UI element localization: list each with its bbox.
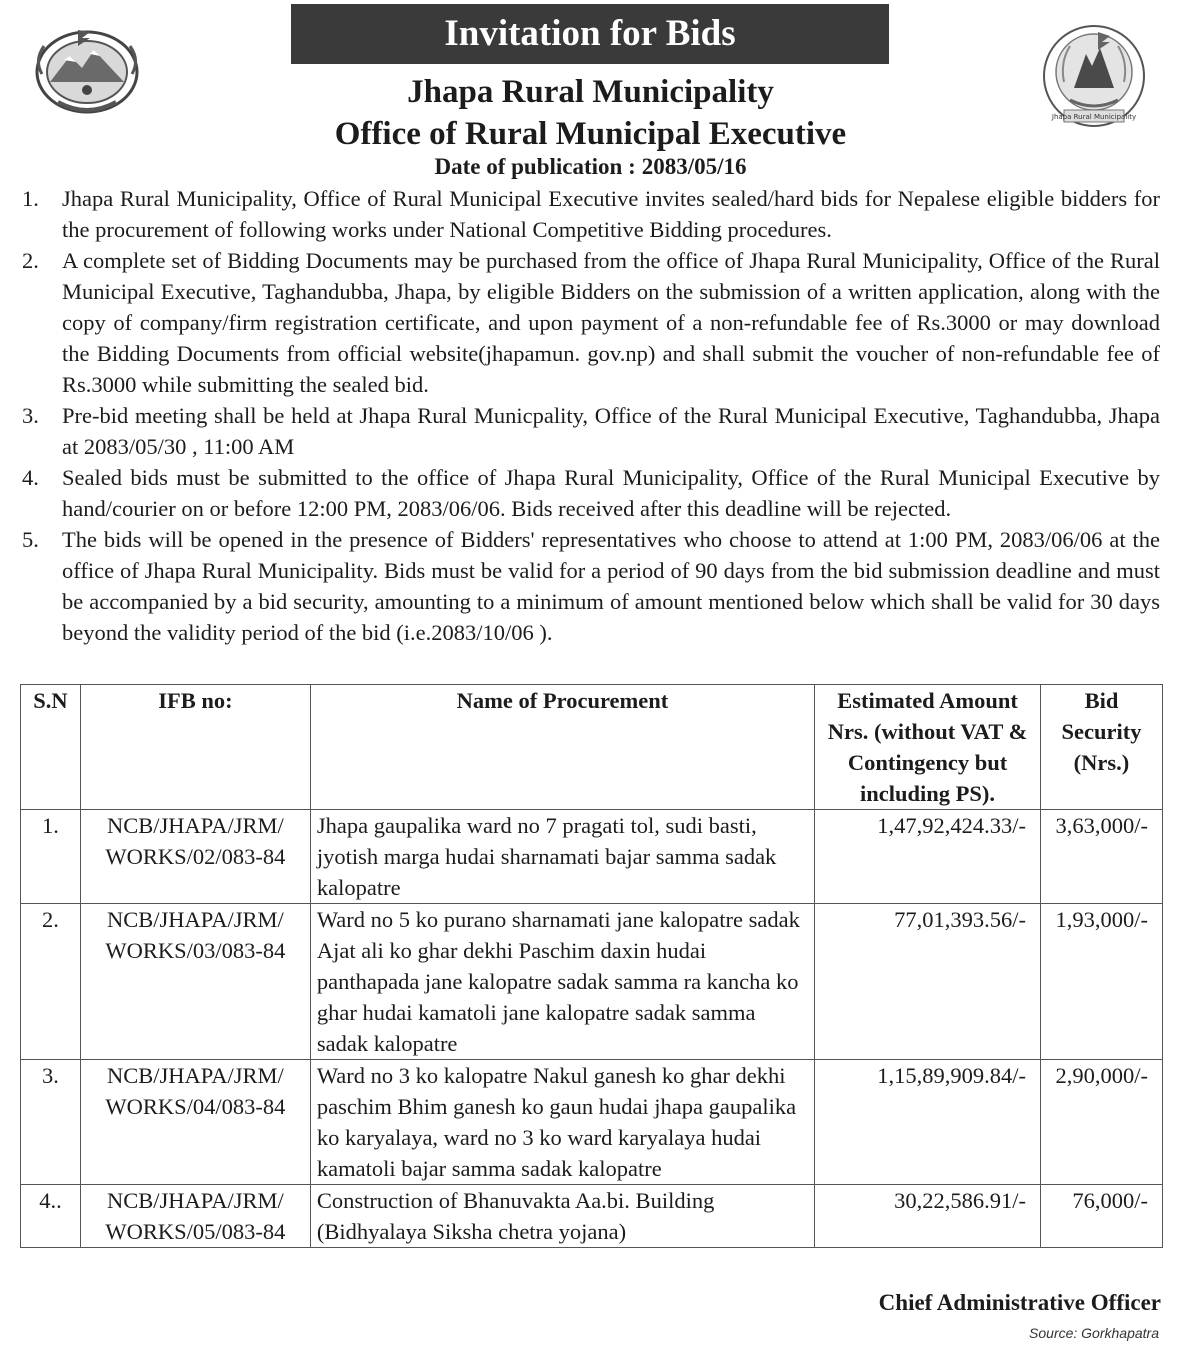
cell-amount: 1,15,89,909.84/-: [815, 1060, 1041, 1185]
signature-title: Chief Administrative Officer: [878, 1290, 1161, 1315]
clause-text: A complete set of Bidding Documents may be purchased from the office of Jhapa Rural Municipality, Office of the Rural Municipal Executive, Taghandubba, Jhapa, by eligible Bidders on the submission of a written application, along with the copy of company/firm registration certificate, and upon payment of a non-refundable fee of Rs.3000 or may download the Bidding Documents from official website(jhapamun. gov.np) and shall submit the voucher of non-refundable fee of Rs.3000 while submitting the sealed bid.: [62, 248, 1160, 397]
cell-name: Jhapa gaupalika ward no 7 pragati tol, sudi basti, jyotish marga hudai sharnamati bajar samma sadak kalopatre: [310, 810, 814, 904]
cell-amount: 30,22,586.91/-: [815, 1185, 1041, 1248]
publication-date-label: Date of publication :: [434, 154, 636, 179]
header-sn: S.N: [21, 685, 81, 810]
cell-security: 3,63,000/-: [1040, 810, 1162, 904]
clause-number: 5.: [22, 527, 39, 552]
cell-ifb: NCB/JHAPA/JRM/ WORKS/03/083-84: [80, 904, 310, 1060]
municipality-title: Jhapa Rural Municipality: [407, 74, 774, 110]
cell-name: Ward no 3 ko kalopatre Nakul ganesh ko ghar dekhi paschim Bhim ganesh ko gaun hudai jhapa gaupalika ko karyalaya, ward no 3 ko ward karyalaya hudai kamatoli bajar samma sadak kalopatre: [310, 1060, 814, 1185]
cell-sn: 1.: [21, 810, 81, 904]
clause-item: [22, 462, 1160, 524]
table-row: [21, 1060, 1163, 1185]
publication-date-value: 2083/05/16: [641, 154, 747, 179]
cell-sn: 4..: [21, 1185, 81, 1248]
clause-number: 4.: [22, 465, 39, 490]
procurement-table: [20, 684, 1163, 1248]
source-credit: Source: Gorkhapatra: [1029, 1325, 1159, 1341]
clause-number: 2.: [22, 248, 39, 273]
cell-sn: 2.: [21, 904, 81, 1060]
svg-text:Jhapa Rural Municipality: Jhapa Rural Municipality: [1051, 113, 1137, 121]
table-header-row: [21, 685, 1163, 810]
cell-name: Ward no 5 ko purano sharnamati jane kalopatre sadak Ajat ali ko ghar dekhi Paschim daxin hudai panthapada jane kalopatre sadak samma ra kancha ko ghar hudai kamatoli jane kalopatre sadak samma sadak kalopatre: [310, 904, 814, 1060]
bid-clauses: [22, 183, 1160, 648]
table-row: [21, 904, 1163, 1060]
cell-ifb: NCB/JHAPA/JRM/ WORKS/02/083-84: [80, 810, 310, 904]
cell-security: 2,90,000/-: [1040, 1060, 1162, 1185]
clause-text: Sealed bids must be submitted to the office of Jhapa Rural Municipality, Office of the Rural Municipal Executive by hand/courier on or before 12:00 PM, 2083/06/06. Bids received after this deadline will be rejected.: [62, 465, 1160, 521]
clause-item: [22, 183, 1160, 245]
cell-security: 76,000/-: [1040, 1185, 1162, 1248]
clause-text: Pre-bid meeting shall be held at Jhapa Rural Municpality, Office of the Rural Municipal Executive, Taghandubba, Jhapa at 2083/05/30 , 11:00 AM: [62, 403, 1160, 459]
cell-name: Construction of Bhanuvakta Aa.bi. Building (Bidhyalaya Siksha chetra yojana): [310, 1185, 814, 1248]
header-security: Bid Security (Nrs.): [1040, 685, 1162, 810]
cell-sn: 3.: [21, 1060, 81, 1185]
cell-amount: 1,47,92,424.33/-: [815, 810, 1041, 904]
cell-ifb: NCB/JHAPA/JRM/ WORKS/05/083-84: [80, 1185, 310, 1248]
cell-ifb: NCB/JHAPA/JRM/ WORKS/04/083-84: [80, 1060, 310, 1185]
cell-amount: 77,01,393.56/-: [815, 904, 1041, 1060]
office-title: Office of Rural Municipal Executive: [334, 116, 847, 152]
clause-text: Jhapa Rural Municipality, Office of Rural Municipal Executive invites sealed/hard bids for Nepalese eligible bidders for the procurement of following works under National Competitive Bidding procedures.: [62, 186, 1160, 242]
table-row: [21, 1185, 1163, 1248]
clause-item: [22, 524, 1160, 648]
clause-number: 1.: [22, 186, 39, 211]
table-row: [21, 810, 1163, 904]
publication-date: [0, 152, 1181, 182]
clause-text: The bids will be opened in the presence of Bidders' representatives who choose to attend at 1:00 PM, 2083/06/06 at the office of Jhapa Rural Municipality. Bids must be valid for a period of 90 days from the bid submission deadline and must be accompanied by a bid security, amounting to a minimum of amount mentioned below which shall be valid for 30 days beyond the validity period of the bid (i.e.2083/10/06 ).: [62, 527, 1160, 645]
header-ifb: IFB no:: [80, 685, 310, 810]
clause-item: [22, 245, 1160, 400]
clause-item: [22, 400, 1160, 462]
header-name: Name of Procurement: [310, 685, 814, 810]
clause-number: 3.: [22, 403, 39, 428]
cell-security: 1,93,000/-: [1040, 904, 1162, 1060]
header-amount: Estimated Amount Nrs. (without VAT & Contingency but including PS).: [815, 685, 1041, 810]
banner-title: Invitation for Bids: [291, 4, 889, 64]
